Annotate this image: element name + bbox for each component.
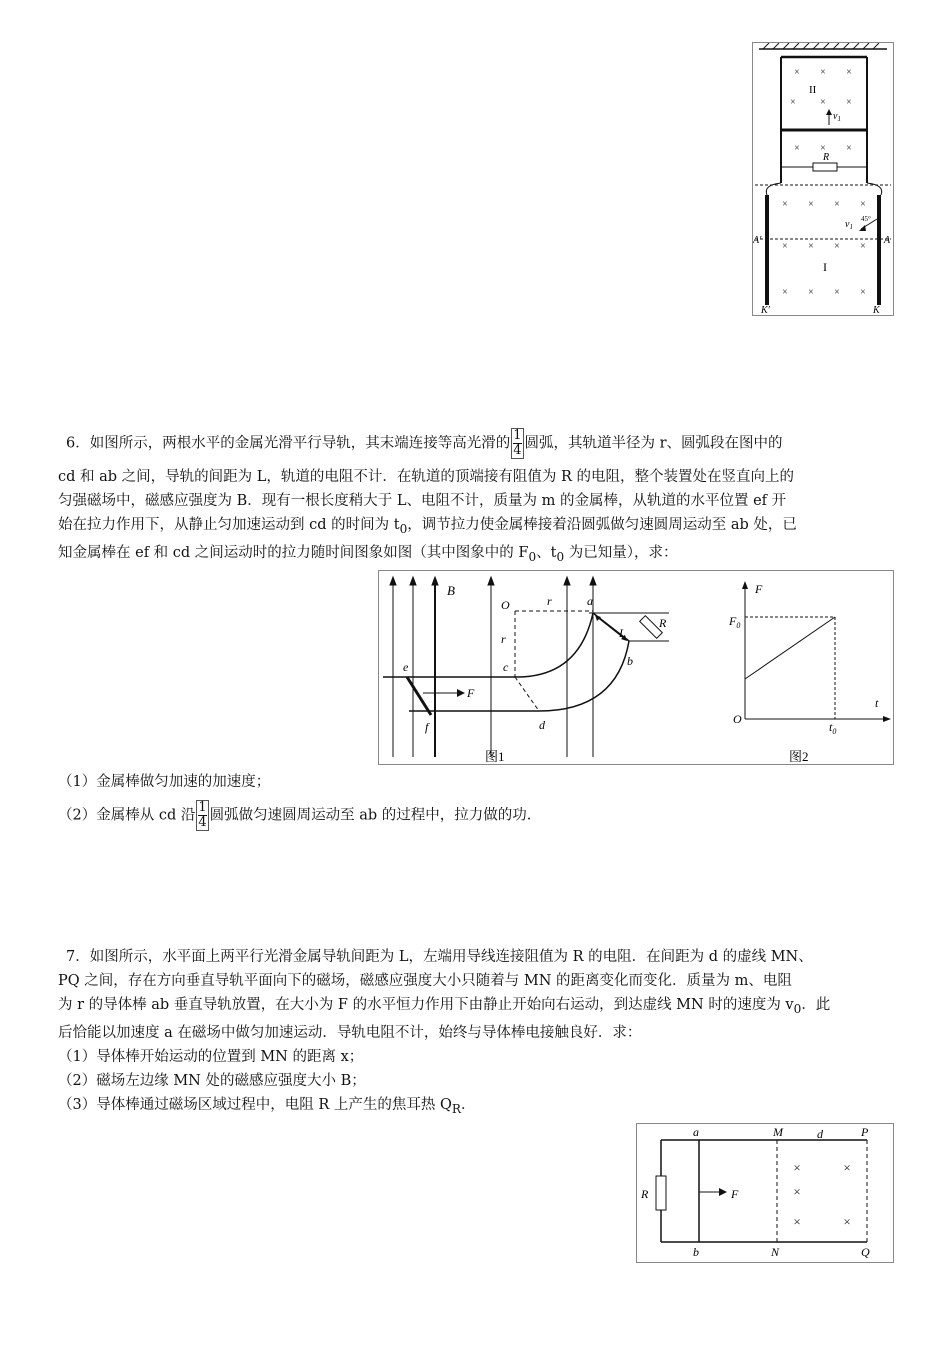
svg-text:×: × <box>790 97 796 108</box>
q6-text: 为已知量），求： <box>564 544 678 561</box>
frac-den: 4 <box>198 815 207 830</box>
Q-label: Q <box>861 1245 870 1259</box>
svg-text:×: × <box>843 1214 851 1229</box>
origin-label: O <box>733 712 742 726</box>
q7-line-1 <box>58 945 896 969</box>
b-label: b <box>627 654 633 668</box>
svg-text:×: × <box>860 287 866 298</box>
d-label: d <box>539 718 545 732</box>
question-7 <box>58 945 896 1121</box>
top-figure <box>752 42 894 316</box>
q7-text: ．此 <box>801 997 831 1013</box>
B-label: B <box>447 583 455 598</box>
v1-oblique-label: $v_1$ <box>845 219 853 231</box>
figure-6 <box>378 570 894 765</box>
q6-text: 始在拉力作用下，从静止匀加速运动到 cd 的时间为 t <box>58 517 400 533</box>
R-label: R <box>659 616 667 630</box>
d-label: d <box>817 1127 823 1141</box>
svg-text:×: × <box>860 241 866 252</box>
region-I-label: I <box>823 260 827 274</box>
q7-line-4: 后恰能以加速度 a 在磁场中做匀加速运动．导轨电阻不计，始终与导体棒电接触良好．求： <box>58 1024 642 1041</box>
r-side-label: r <box>501 632 506 646</box>
q7-line-2: PQ 之间，存在方向垂直导轨平面向下的磁场，磁感应强度大小只随着与 MN 的距离变化而变化．质量为 m、电阻 <box>58 973 792 989</box>
e-label: e <box>403 660 409 674</box>
F0-label: $F_0$ <box>729 614 741 630</box>
svg-text:×: × <box>793 1184 801 1199</box>
svg-text:×: × <box>843 1160 851 1175</box>
subscript: 0 <box>528 549 537 564</box>
quarter-fraction <box>196 800 208 831</box>
c-label: c <box>503 660 509 674</box>
q6-line-3: 匀强磁场中，磁感应强度为 B．现有一根长度稍大于 L、电阻不计，质量为 m 的金属棒，从轨道的水平位置 ef 开 <box>58 493 787 509</box>
subscript: R <box>451 1101 461 1116</box>
question-6 <box>58 428 896 569</box>
A-label: A <box>884 235 891 246</box>
t0-label: $t_0$ <box>829 720 837 736</box>
q7-text: （3）导体棒通过磁场区域过程中，电阻 R 上产生的焦耳热 Q <box>58 1096 452 1113</box>
q6-text: 圆弧，其轨道半径为 r、圆弧段在图中的 <box>524 435 783 452</box>
frac-den: 4 <box>513 443 522 458</box>
a-label: a <box>693 1125 699 1139</box>
q7-text: 为 r 的导体棒 ab 垂直导轨放置，在大小为 F 的水平恒力作用下由静止开始向右运动，到达虚线 MN 时的速度为 v <box>58 997 794 1013</box>
K-label: K <box>873 305 880 315</box>
q7-line-3 <box>58 993 896 1021</box>
R-label: R <box>641 1187 649 1201</box>
q6-line-2: cd 和 ab 之间，导轨的间距为 L，轨道的电阻不计．在轨道的顶端接有阻值为 R 的电阻，整个装置处在竖直向上的 <box>58 469 795 485</box>
svg-text:×: × <box>794 143 800 154</box>
q6-number: 6． <box>66 435 90 452</box>
q6-sub-2 <box>58 800 896 831</box>
q7-sub-1: （1）导体棒开始运动的位置到 MN 的距离 x； <box>58 1048 364 1065</box>
v1-label: $v_1$ <box>833 111 841 123</box>
frac-num: 1 <box>513 428 522 443</box>
resistor-label: R <box>823 152 830 163</box>
f-label: f <box>425 720 429 734</box>
a-label: a <box>587 594 593 608</box>
fig2-caption: 图2 <box>789 749 809 764</box>
svg-text:×: × <box>846 143 852 154</box>
K-prime-label: K′ <box>761 305 770 315</box>
fig1-caption: 图1 <box>485 749 505 764</box>
svg-text:×: × <box>808 199 814 210</box>
q6-line-1 <box>58 428 896 459</box>
svg-text:×: × <box>820 67 826 78</box>
F-label: F <box>731 1187 739 1201</box>
b-label: b <box>693 1245 699 1259</box>
q7-text: 如图所示，水平面上两平行光滑金属导轨间距为 L，左端用导线连接阻值为 R 的电阻．在间距为 d 的虚线 MN、 <box>89 949 813 965</box>
subscript: 0 <box>556 549 565 564</box>
q6-sub-1: （1）金属棒做匀加速的加速度； <box>58 774 271 790</box>
P-label: P <box>861 1125 869 1139</box>
t-axis-label: t <box>875 696 879 710</box>
q6-text: 圆弧做匀速圆周运动至 ab 的过程中，拉力做的功． <box>209 807 542 824</box>
q6-text: 如图所示，两根水平的金属光滑平行导轨，其末端连接等高光滑的 <box>89 435 511 452</box>
svg-text:×: × <box>820 143 826 154</box>
q6-line-4 <box>58 513 896 541</box>
q6-text: 、t <box>536 544 557 561</box>
region-II-label: II <box>809 84 817 96</box>
svg-text:×: × <box>782 287 788 298</box>
N-label: N <box>771 1245 780 1259</box>
M-label: M <box>773 1125 783 1139</box>
A-prime-label: A′ <box>753 235 762 246</box>
frac-num: 1 <box>198 800 207 815</box>
L-label: L <box>619 626 626 640</box>
q6-line-5 <box>58 541 896 569</box>
svg-text:×: × <box>793 1160 801 1175</box>
q7-text: ． <box>460 1096 476 1113</box>
svg-text:×: × <box>782 241 788 252</box>
svg-text:×: × <box>834 241 840 252</box>
q6-text: （2）金属棒从 cd 沿 <box>58 807 196 824</box>
svg-text:×: × <box>834 287 840 298</box>
F-axis-label: F <box>755 582 763 596</box>
O-label: O <box>501 598 510 612</box>
subscript: 0 <box>793 1001 802 1016</box>
svg-text:×: × <box>860 199 866 210</box>
quarter-fraction <box>511 428 523 459</box>
F-label: F <box>467 686 475 700</box>
svg-text:×: × <box>820 97 826 108</box>
subscript: 0 <box>399 521 408 536</box>
svg-text:×: × <box>782 199 788 210</box>
q7-number: 7． <box>66 949 90 965</box>
svg-text:×: × <box>794 67 800 78</box>
q6-text: 知金属棒在 ef 和 cd 之间运动时的拉力随时间图象如图（其中图象中的 F <box>58 544 529 561</box>
figure-7 <box>636 1123 894 1263</box>
r-top-label: r <box>547 594 552 608</box>
svg-text:×: × <box>846 67 852 78</box>
q6-subquestions <box>58 770 896 831</box>
angle-label: 45° <box>861 215 871 223</box>
q7-sub-3 <box>58 1093 896 1121</box>
svg-text:×: × <box>846 97 852 108</box>
q6-text: ，调节拉力使金属棒接着沿圆弧做匀速圆周运动至 ab 处，已 <box>407 517 797 533</box>
svg-text:×: × <box>793 1214 801 1229</box>
svg-text:×: × <box>808 287 814 298</box>
q7-sub-2: （2）磁场左边缘 MN 处的磁感应强度大小 B； <box>58 1072 366 1089</box>
svg-text:×: × <box>834 199 840 210</box>
svg-text:×: × <box>808 241 814 252</box>
